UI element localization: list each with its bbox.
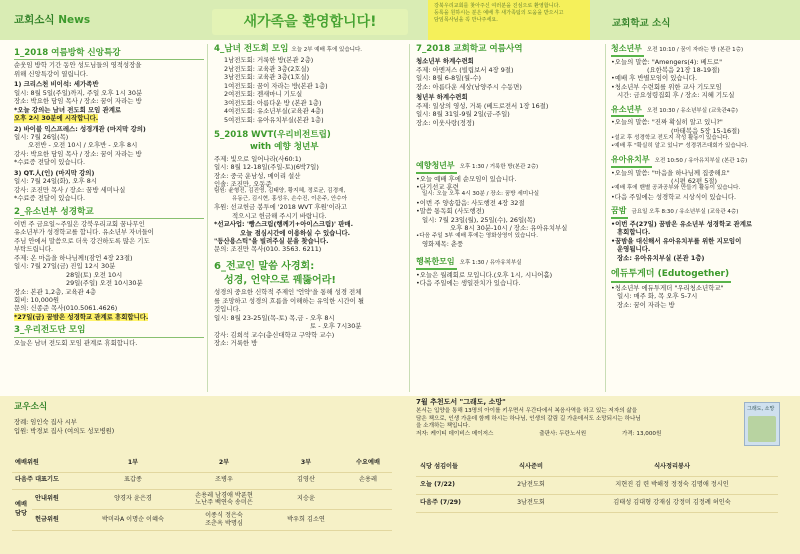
text-line: 일시: 매주 화, 목 오후 5-7시 — [617, 292, 698, 301]
text-line: 강사: 조진만 목사 / 장소: 꿈방 세미나실 — [14, 185, 126, 194]
table-header-row — [416, 458, 778, 476]
text-line: •단기선교 훈련 — [416, 182, 459, 191]
table-cell: 김영산 — [268, 472, 344, 489]
text-line: (요한복음 21장 18-19절) — [647, 66, 720, 74]
text-line: 일시: 오늘 오후 4시 30분 / 장소: 꿈방 세미나실 — [422, 191, 540, 198]
column-divider — [207, 44, 208, 392]
text-line: •예배 후 "확실히 알고 있니?" 성경퀴즈대회가 있습니다. — [611, 142, 749, 149]
table-cell: 조병우 — [180, 472, 268, 489]
lecture-1-note-2: 오후 2시 30분에 시작합니다. — [14, 114, 99, 123]
dream-night-meta: 금요일 오후 8:30 / 유소년부실 (교육관 4층) — [631, 209, 739, 216]
text-line: 일시: 7월 27일(금) 진입 12시 30분 — [14, 262, 116, 271]
column-divider — [409, 44, 410, 392]
table-row — [416, 494, 778, 512]
section-meta: 오늘 2부 예배 후에 있습니다. — [291, 47, 363, 53]
text-line: 주님 안에서 말씀으로 더욱 강건하도록 많은 기도 — [14, 236, 150, 245]
text-line: 인솔: 조진만, 오동준 — [214, 180, 272, 189]
table-header-row — [12, 455, 392, 472]
list-item: 3남전도회: 교육관 3층(1호실) — [224, 73, 310, 82]
table-header: 식사정리봉사 — [566, 458, 778, 476]
kinder-dept-header — [611, 155, 795, 168]
list-item: 5여전도회: 유아유치부실(본관 1층) — [224, 115, 324, 124]
dream-night-header — [611, 206, 795, 219]
text-line: 일시: 7월 24일(화), 오후 8시 — [14, 177, 97, 186]
text-line: 일시: 8월 5일(주일)까지, 주일 오후 1시 30분 — [14, 88, 143, 97]
table-row — [12, 489, 392, 510]
table-cell: 헌금위원 — [32, 510, 86, 531]
list-item: 1여전도회: 꿈이 자라는 방(본관 1층) — [224, 81, 328, 90]
text-line: 후원: 선교헌금 봉투에 '2018 WVT 후원'이라고 — [214, 203, 348, 212]
section-mission-group-title: 4_남녀 전도회 모임 — [214, 44, 289, 54]
text-line: 주제: 일상의 영성, 거룩 (베드로전서 1장 16절) — [416, 101, 549, 110]
text-line: 일시: 7월 26일(목) — [14, 132, 69, 141]
table-header: 식당 섬김이들 — [416, 458, 496, 476]
wvt-note: *선교사업: '빵스크림(행께기+아이스크림)' 판매. — [214, 220, 354, 229]
column-divider — [605, 44, 606, 392]
text-line: 29일(주일) 오전 10시30분 — [66, 279, 143, 288]
book-publisher: 출판사: 두란노서원 — [539, 431, 587, 438]
book-cover-photo — [748, 416, 776, 442]
section-summer-lecture-title: 1_2018 여름방학 신앙특강 — [14, 48, 204, 60]
text-line: 오전반 - 오전 10시 / 오후반 - 오후 8시 — [28, 141, 138, 150]
text-line: (마태복음 5장 15-16절) — [671, 126, 740, 135]
text-line: 위해 신앙특강이 열립니다. — [14, 69, 89, 78]
list-item: 2여전도회: 젠새마니 기도실 — [224, 90, 303, 99]
news-title — [14, 14, 90, 28]
text-line: •오늘의 말씀: "진짜 확실히 알고 있니?" — [611, 118, 723, 127]
text-line: *수료증 전달이 있습니다. — [14, 194, 86, 203]
text-line: •오늘의 말씀: "Amengers(4): 베드로" — [611, 57, 723, 66]
yehyang-header — [416, 161, 602, 174]
dream-night-title: 꿈밤 — [611, 206, 628, 219]
edutogether-header — [611, 269, 795, 283]
text-line: 장소: 거룩한 방 — [214, 339, 258, 348]
column-1 — [14, 44, 204, 347]
table-cell: 오늘 (7/22) — [416, 476, 496, 494]
text-line: 장소: 꿈이 자라는 방 — [617, 300, 675, 309]
worship-duty-table — [12, 455, 392, 531]
table-cell: 표갑종 — [86, 472, 180, 489]
text-line: 오늘은 남녀 전도회 모임 관계로 휴회합니다. — [14, 338, 138, 347]
table-row — [416, 476, 778, 494]
section-vbs-title: 2_유소년부 성경학교 — [14, 207, 204, 219]
text-line: •오늘의 말씀: "마음을 하나님께 집중해요" — [611, 168, 730, 177]
yehyang-title: 예향청년부 — [416, 161, 457, 174]
lecture-1-note: *오늘 강의는 남녀 전도회 모임 관계로 — [14, 105, 122, 114]
table-cell: 다음주 (7/29) — [416, 494, 496, 512]
section-mission-group-header — [214, 44, 406, 55]
text-line: 회비: 10,000원 — [14, 296, 60, 305]
text-line: 일시: 8월 6-8일(월-수) — [416, 74, 482, 83]
text-line: •이번 주(27일) 꿈밤은 유소년부 성경학교 관계로 — [611, 219, 753, 228]
table-header: 예배위원 — [12, 455, 86, 472]
table-cell: 손용레 — [344, 472, 392, 489]
young-adult-retreat-title: 청년부 하계수련회 — [416, 93, 468, 102]
meal-service-table — [416, 458, 778, 513]
section-bible-conference-title: 6_전교인 말씀 사경회: — [214, 260, 315, 272]
section-bible-conference-subtitle: 성경, 언약으로 꿰뚫어라! — [224, 275, 336, 287]
news-title-en: News — [58, 14, 91, 26]
text-line: 문의: 조진만 목사(010. 3563. 6211) — [214, 245, 322, 254]
book-price: 가격: 13,000원 — [621, 431, 662, 438]
recommended-book — [416, 398, 788, 450]
text-line: 강사: 김희석 교수(총신대학교 구약학 교수) — [214, 330, 335, 339]
text-line: 일시: 8월 31일-9월 2일(금-주일) — [416, 110, 510, 119]
text-line: 일시: 8월 12-18일(주일-토)(6박7일) — [214, 163, 319, 172]
book-info — [416, 431, 788, 439]
text-line: 본서는 입양을 통해 13명의 아이를 키우면서 우간다에서 복음사역을 하고 있는 저자의 삶을 — [416, 407, 638, 414]
welcome-title: 새가족을 환영합니다! — [212, 9, 408, 35]
table-cell — [344, 510, 392, 531]
text-line: 이번 주 금요일~주일은 강북우리교회 꿈나무인 — [14, 219, 145, 228]
text-line: •다음 주일 3부 예배 후에는 영화상영이 있습니다. — [416, 232, 538, 239]
table-cell: 지현진 김 련 박해정 정정숙 김명애 정시인 — [566, 476, 778, 494]
text-line: 시간: 금요성령집회 후 / 장소: 지혜 기도실 — [617, 91, 735, 100]
text-line: 을 소개하는 책입니다. — [416, 423, 470, 430]
youth-dept-meta: 오전 10:10 / 꿈이 자라는 방 (본관 1층) — [646, 47, 744, 53]
text-line: (시편 62편 5절) — [671, 177, 717, 186]
happy-group-meta: 오후 1:30 / 유아유치부실 — [459, 260, 522, 267]
text-line: 오후 8시 30분-10시 / 장소: 유아유치부실 — [450, 224, 568, 233]
text-line: •청소년부 에듀투게더 "우리청소년학교" — [611, 283, 724, 292]
table-header: 1부 — [86, 455, 180, 472]
text-line: 일시: 8월 23-25일(목-토) 목,금 - 오후 8시 — [214, 313, 335, 322]
text-line: •다음 주일에는 생일잔치가 있습니다. — [416, 279, 521, 288]
text-line: 유동근, 김시현, 홍성우, 손수진, 이은주, 안수아 — [232, 195, 348, 202]
member-news-title: 교우소식 — [14, 402, 48, 412]
text-line: •말씀 통독회 (사도행전) — [416, 207, 485, 216]
text-line: 장소: 본관 1,2층, 교육관 4층 — [14, 287, 97, 296]
table-cell: 다음주 대표기도 — [12, 472, 86, 489]
text-line: 주제: 온 마음을 하나님께!(잠언 4장 23절) — [14, 253, 133, 262]
text-line: •예배 후 반별모임이 있습니다. — [611, 74, 697, 83]
text-line: •이번 주 양송함음: 사도행전 4장 32절 — [416, 198, 525, 207]
youth-retreat-title: 청소년부 하계수련회 — [416, 57, 474, 66]
lecture-2-title: 2) 바이블 익스프레스: 성경개관 (마지막 강의) — [14, 124, 146, 133]
text-line: 운영됩니다. — [617, 245, 651, 254]
text-line: 팀원: 윤형진, 김진영, 김태양, 황지혜, 정로균, 김경재, — [214, 188, 346, 195]
welcome-line: 담임목사님을 꼭 만나주세요. — [434, 17, 498, 24]
book-title: 7월 추천도서 "그래도, 소망" — [416, 398, 506, 406]
table-group-label: 예배 담당 — [12, 489, 32, 530]
text-line: •설교 후 성경학교 전도지 작성 활동이 있습니다. — [611, 135, 730, 142]
table-row — [12, 510, 392, 531]
text-line: 입원: 박경보 집사 (여의도 성모병원) — [14, 428, 115, 436]
vbs-note: *27일(금) 꿈밤은 성경학교 관계로 휴회합니다. — [14, 312, 149, 321]
list-item: 3여전도회: 아름다운 방 (본관 1층) — [224, 98, 322, 107]
book-author: 저자: 케이티 데이비스 메이저스 — [416, 431, 494, 438]
table-cell: 안내위원 — [32, 489, 86, 510]
text-line: 장소: 박요한 담임 목사 / 장소: 꿈이 자라는 방 — [14, 97, 142, 106]
children-dept-title: 유소년부 — [611, 105, 644, 118]
lecture-3-title: 3) QT.人(인) (마지막 강의) — [14, 168, 95, 177]
list-item: 2남전도회: 교육관 3층(2호실) — [224, 64, 310, 73]
text-line: 문의: 신종준 목사(010.5061.4626) — [14, 304, 118, 313]
table-header: 2부 — [180, 455, 268, 472]
table-header: 3부 — [268, 455, 344, 472]
welcome-line: 강북우리교회를 찾아주신 여러분을 진심으로 환영합니다. — [434, 3, 561, 9]
text-line: 적으시고 헌금해 주시기 바랍니다. — [232, 211, 327, 220]
youth-dept-header — [611, 44, 795, 57]
text-line: 를 조망하고 성경의 흐름을 이해하는 유익한 시간이 될 — [214, 296, 365, 305]
column-4 — [611, 44, 795, 309]
table-cell: 박미라A 이명순 이혜숙 — [86, 510, 180, 531]
list-item: 1남전도회: 거룩한 방(본관 2층) — [224, 56, 314, 65]
text-line: 장소: 아름다운 세상(남양주시 수동면) — [416, 82, 522, 91]
wvt-note: "등산용스틱"을 빌려주실 분을 찾습니다. — [214, 237, 329, 246]
table-cell: 3남전도회 — [496, 494, 566, 512]
text-line: 토 - 오후 7시30분 — [310, 322, 362, 331]
text-line: 장소: 유아유치부실 (본관 1층) — [617, 253, 705, 262]
children-dept-header — [611, 105, 795, 118]
text-line: 부탁드립니다. — [14, 245, 54, 254]
church-school-title: 교회학교 소식 — [612, 18, 671, 29]
table-cell: 김태성 김대형 강재심 강정미 김정례 허인숙 — [566, 494, 778, 512]
text-line: 28일(토) 오전 10시 — [66, 270, 123, 279]
table-header: 수요예배 — [344, 455, 392, 472]
wvt-note: 오늘 점심시간에 이용하실 수 있습니다. — [240, 228, 351, 237]
text-line: 것입니다. — [214, 305, 241, 314]
text-line: 영화제목: 춘풍 — [422, 239, 464, 248]
text-line: 장례: 임인숙 집사 시부 — [14, 419, 77, 426]
column-3 — [416, 44, 602, 288]
table-cell: 2남전도회 — [496, 476, 566, 494]
text-line: •오늘은 월례회로 모입니다.(오후 1시, 시니어홀) — [416, 270, 553, 279]
member-news-list — [14, 418, 114, 437]
edutogether-title: 에듀투게더 (Edutogether) — [611, 269, 731, 283]
happy-group-title: 행복한모임 — [416, 257, 457, 270]
book-cover-image — [744, 402, 780, 446]
text-line: 주제: 빛으로 일어나라(사60:1) — [214, 154, 302, 163]
section-evangelism-title: 3_우리전도단 모임 — [14, 325, 204, 337]
kinder-dept-title: 유아유치부 — [611, 155, 652, 168]
table-cell — [344, 489, 392, 510]
mission-group-list — [214, 56, 406, 124]
text-line: 일시: 7월 23일(월), 25일(수), 26일(목) — [422, 215, 536, 224]
book-cover-title: 그래도, 소망 — [747, 406, 775, 412]
text-line: 성경의 중요한 신학적 주제인 '언약'을 통해 성경 전체 — [214, 288, 362, 297]
table-cell: 손용레 남경애 박푼현 노난주 백연숙 송미은 — [180, 489, 268, 510]
table-cell: 이종식 정은숙 조춘옥 박명심 — [180, 510, 268, 531]
welcome-line: 등록을 원하시는 분은 예배 후 새가족팀의 도움을 받으시고 — [434, 10, 564, 17]
text-line: 유소년부가 성경학교를 합니다. 유소년부 자녀들이 — [14, 228, 154, 237]
text-line: 강사: 박요한 담임 목사 / 장소: 꿈이 자라는 방 — [14, 149, 142, 158]
section-wvt-title: 5_2018 WVT(우리비전트립) — [214, 129, 331, 140]
children-dept-meta: 오전 10:30 / 유소년부실 (교육관4층) — [646, 107, 738, 114]
list-item: 4여전도회: 유소년부실(교육관 4층) — [224, 107, 324, 116]
table-row — [12, 472, 392, 489]
table-cell: 지승윤 — [268, 489, 344, 510]
text-line: 장소: 중국 운남성, 메이리 설산 — [214, 171, 301, 180]
youth-dept-title: 청소년부 — [611, 44, 644, 57]
text-line: 순웃임 방학 기간 동안 성도님들의 영적성장을 — [14, 61, 142, 70]
table-header: 식사준비 — [496, 458, 566, 476]
text-line: •다음 주일에는 성경학교 시상식이 있습니다. — [611, 192, 737, 201]
column-2 — [214, 44, 406, 347]
lecture-1-title: 1) 크리스천 비이석: 세가족반 — [14, 80, 99, 89]
text-line: 담은 책으로, 인생 가운데 함께 하시는 하나님, 인생의 갈림 길 가운데서도 소망되시는 하나님 — [416, 415, 641, 422]
section-wvt-subtitle: with 예향 청년부 — [250, 142, 319, 153]
text-line: 장소: 이웃사랑(정정) — [416, 118, 475, 127]
happy-group-header — [416, 257, 602, 270]
yehyang-meta: 오후 1:30 / 거룩한 방(본관 2층) — [459, 163, 539, 170]
news-title-ko: 교회소식 — [14, 14, 55, 26]
table-cell: 양경자 윤은경 — [86, 489, 180, 510]
kinder-dept-meta: 오전 10:50 / 유아유치부실 (본관 1층) — [654, 158, 748, 165]
text-line: •꿈밤을 대신해서 유아유치부를 위한 지모임이 — [611, 236, 742, 245]
text-line: 주제: 아멘저스 (빌립보서 4장 9절) — [416, 65, 514, 74]
welcome-notice — [428, 0, 590, 40]
text-line: •오늘 예배 후에 순모임이 있습니다. — [416, 174, 517, 183]
text-line: 휴회합니다. — [617, 228, 651, 237]
text-line: •청소년부 수련회를 위한 교사 기도모임 — [611, 82, 722, 91]
text-line: •예배 후에 밴별 공과공부와 만들기 활동이 있습니다. — [611, 185, 741, 192]
table-cell: 박우희 김소연 — [268, 510, 344, 531]
section-summer-ministry-title: 7_2018 교회학교 여름사역 — [416, 44, 523, 54]
text-line: *수료증 전달이 있습니다. — [14, 158, 86, 167]
